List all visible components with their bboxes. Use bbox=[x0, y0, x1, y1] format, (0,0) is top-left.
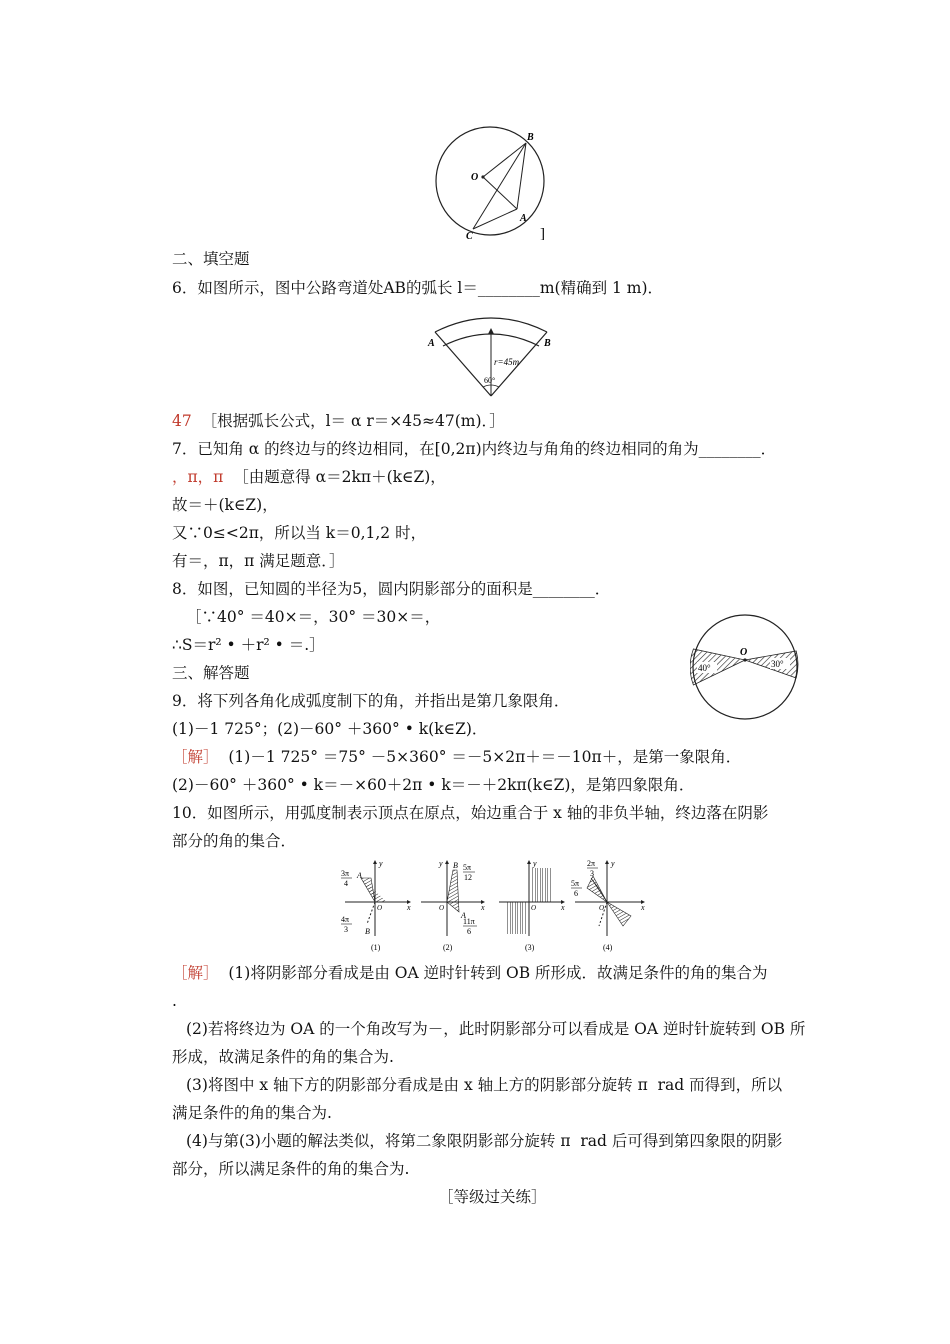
p4-a-num: 2π bbox=[587, 859, 596, 868]
axes-panel-3 bbox=[499, 859, 565, 952]
answer-9-l1 bbox=[172, 746, 741, 768]
answer-6-value: 47 bbox=[172, 412, 192, 430]
p2-b-den: 6 bbox=[467, 927, 471, 936]
p2-a-num: 5π bbox=[463, 863, 472, 872]
question-7: 7．已知角 α 的终边与的终边相同，在[0,2π)内终边与角角的终边相同的角为________． bbox=[172, 440, 777, 458]
answer-6 bbox=[172, 410, 505, 432]
answer-8-l2: ∴S＝r² • ＋r² • ＝.］ bbox=[172, 636, 325, 654]
p1-x: x bbox=[407, 903, 411, 912]
p3-y: y bbox=[533, 859, 537, 868]
p1-B: B bbox=[365, 927, 370, 936]
answer-7-value: ，π，π bbox=[172, 468, 224, 486]
axes-panel-2 bbox=[421, 859, 485, 952]
p4-y: y bbox=[611, 859, 615, 868]
answer-9-l2: (2)－60° ＋360° • k＝－×60＋2π • k＝－＋2kπ(k∈Z)，是第四象限角． bbox=[172, 776, 695, 794]
p1-A: A bbox=[357, 871, 362, 880]
caption-2: (2) bbox=[443, 943, 453, 952]
p2-A: A bbox=[461, 911, 466, 920]
road-label-a: A bbox=[428, 338, 435, 349]
axes-panel-1 bbox=[341, 859, 411, 952]
answer-7-l4: 有＝，π，π 满足题意．］ bbox=[172, 552, 345, 570]
answer-9-l1-text: (1)－1 725° ＝75° －5×360° ＝－5×2π＋＝－10π＋，是第一象限角． bbox=[228, 748, 742, 766]
answer-10-l1-text: (1)将阴影部分看成是由 OA 逆时针转到 OB 所形成．故满足条件的角的集合为 bbox=[228, 964, 768, 982]
label-o: O bbox=[471, 172, 479, 183]
axes-figure bbox=[335, 856, 655, 956]
answer-10-tag: ［解］ bbox=[172, 964, 219, 982]
road-angle: 60° bbox=[484, 376, 496, 385]
road-radius: r=45m bbox=[494, 357, 520, 367]
question-10-l2: 部分的角的集合． bbox=[172, 832, 297, 850]
p1-b-num: 4π bbox=[341, 915, 350, 924]
answer-7-l3: 又∵0≤<2π，所以当 k＝0,1,2 时， bbox=[172, 524, 427, 542]
circle-figure bbox=[430, 125, 560, 240]
caption-4: (4) bbox=[603, 943, 613, 952]
answer-7-l1: ［由题意得 α＝2kπ＋(k∈Z)， bbox=[233, 468, 446, 486]
answer-10-l4b: 部分，所以满足条件的角的集合为. bbox=[172, 1160, 410, 1178]
question-8: 8．如图，已知圆的半径为5，圆内阴影部分的面积是________． bbox=[172, 580, 611, 598]
question-9: 9．将下列各角化成弧度制下的角，并指出是第几象限角． bbox=[172, 692, 570, 710]
question-10-l1: 10．如图所示，用弧度制表示顶点在原点，始边重合于 x 轴的非负半轴，终边落在阴影 bbox=[172, 804, 769, 822]
answer-10-l2: (2)若将终边为 OA 的一个角改写为－，此时阴影部分可以看成是 OA 逆时针旋转到 OB 所 bbox=[186, 1020, 806, 1038]
caption-3: (3) bbox=[525, 943, 535, 952]
answer-10-l3b: 满足条件的角的集合为. bbox=[172, 1104, 332, 1122]
axes-panel-4 bbox=[571, 859, 645, 952]
answer-10-l1b: . bbox=[172, 992, 177, 1010]
p2-x: x bbox=[481, 903, 485, 912]
sector-angle-right: 30° bbox=[771, 659, 784, 669]
p1-o: O bbox=[377, 904, 383, 912]
p2-a-den: 12 bbox=[464, 873, 472, 882]
p3-o: O bbox=[531, 904, 537, 912]
label-b: B bbox=[527, 132, 534, 143]
p4-b-den: 6 bbox=[574, 889, 578, 898]
p3-x: x bbox=[561, 903, 565, 912]
answer-7-l2: 故＝＋(k∈Z)， bbox=[172, 496, 278, 514]
label-c: C bbox=[466, 231, 473, 240]
answer-8-l1: ［∵40° ＝40×＝，30° ＝30×＝， bbox=[186, 608, 441, 626]
answer-10-l2b: 形成，故满足条件的角的集合为. bbox=[172, 1048, 394, 1066]
close-bracket: ] bbox=[540, 226, 545, 240]
answer-10-l3: (3)将图中 x 轴下方的阴影部分看成是由 x 轴上方的阴影部分旋转 π rad 而得到，所以 bbox=[186, 1076, 783, 1094]
road-label-b: B bbox=[544, 338, 551, 349]
p4-b-num: 5π bbox=[571, 879, 580, 888]
p2-y: y bbox=[439, 859, 443, 868]
label-a: A bbox=[520, 213, 527, 224]
p4-a-den: 3 bbox=[590, 869, 594, 878]
p1-y: y bbox=[379, 859, 383, 868]
question-6: 6．如图所示，图中公路弯道处AB的弧长 l＝________m(精确到 1 m)． bbox=[172, 279, 664, 297]
p2-B: B bbox=[453, 861, 458, 870]
sector-label-o: O bbox=[740, 647, 748, 658]
section-heading-3: 三、解答题 bbox=[172, 664, 250, 682]
p2-o: O bbox=[439, 904, 445, 912]
answer-7 bbox=[172, 466, 446, 488]
answer-10-l1 bbox=[172, 962, 768, 984]
footer-heading: ［等级过关练］ bbox=[438, 1188, 547, 1206]
p4-o: O bbox=[599, 904, 605, 912]
answer-6-explain: ［根据弧长公式，l＝ α r＝×45≈47(m)．］ bbox=[201, 412, 505, 430]
sectors-figure bbox=[690, 612, 800, 722]
p1-a-num: 3π bbox=[341, 869, 350, 878]
p2-b-num: 11π bbox=[463, 917, 475, 926]
p1-b-den: 3 bbox=[344, 925, 348, 934]
p1-a-den: 4 bbox=[344, 879, 348, 888]
p4-x: x bbox=[641, 903, 645, 912]
sector-angle-left: 40° bbox=[698, 663, 711, 673]
caption-1: (1) bbox=[371, 943, 381, 952]
question-9-parts: (1)－1 725°；(2)－60° ＋360° • k(k∈Z)． bbox=[172, 720, 488, 738]
answer-9-tag: ［解］ bbox=[172, 748, 219, 766]
answer-10-l4: (4)与第(3)小题的解法类似，将第二象限阴影部分旋转 π rad 后可得到第四象限的阴影 bbox=[186, 1132, 783, 1150]
section-heading-2: 二、填空题 bbox=[172, 250, 250, 268]
road-figure bbox=[425, 310, 560, 400]
